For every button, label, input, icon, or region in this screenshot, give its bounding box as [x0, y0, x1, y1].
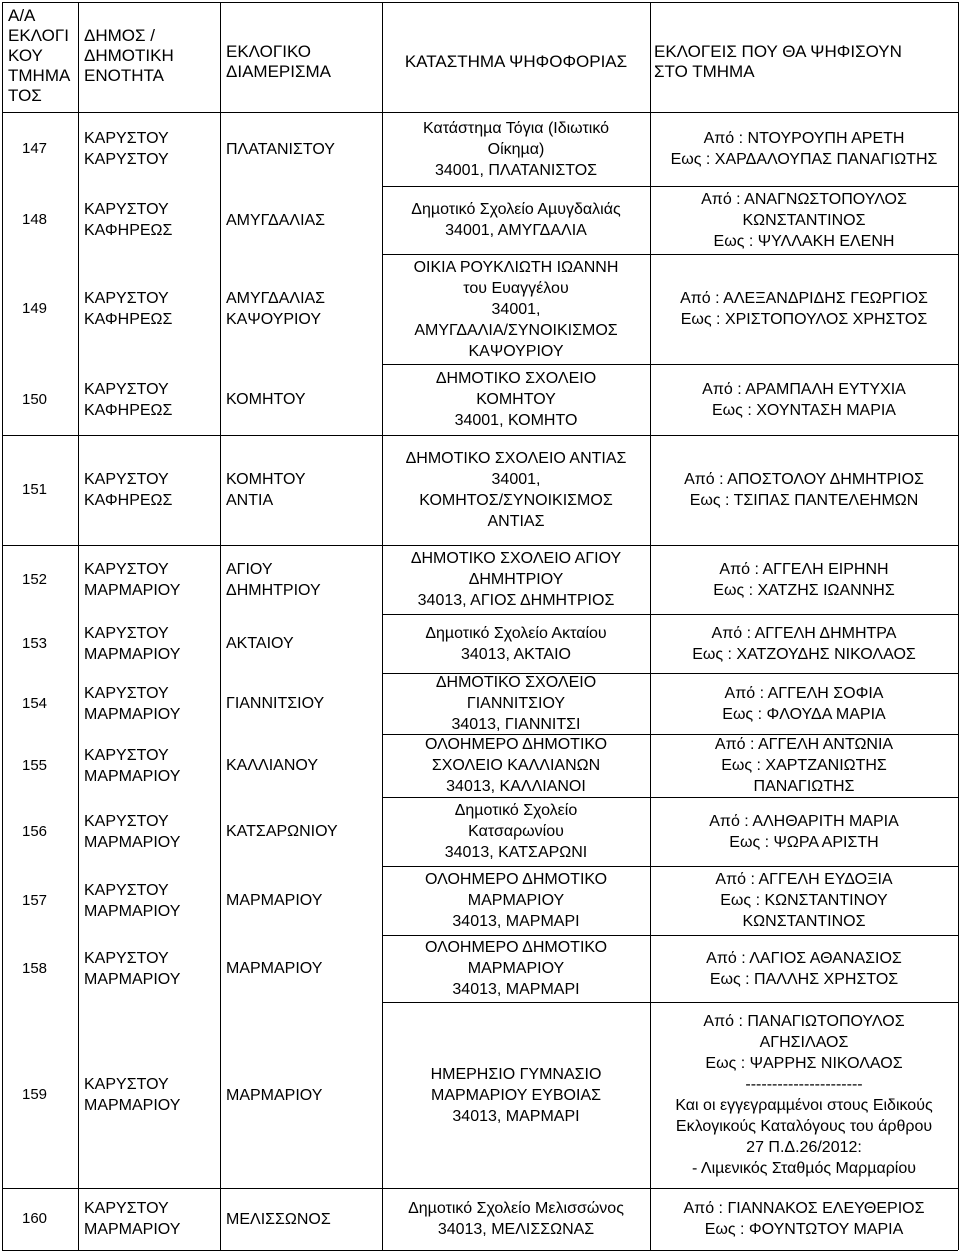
cell-line: ΚΟΜΗΤΟΥ: [226, 471, 306, 488]
grid-line: [2, 2, 958, 3]
row-number: 150: [22, 391, 48, 408]
cell-line: ΜΑΡΜΑΡΙΟΥ ΕΥΒΟΙΑΣ: [430, 1087, 601, 1104]
cell-text: [84, 128, 220, 170]
cell-line: ΑΝΤΙΑ: [226, 492, 274, 509]
cell-line: ΚΟΜΗΤΟΥ: [476, 391, 556, 408]
cell-line: 34013, ΓΙΑΝΝΙΤΣΙ: [451, 716, 581, 733]
cell-line: ΓΙΑΝΝΙΤΣΙΟΥ: [226, 695, 325, 712]
cell-text: [650, 288, 958, 330]
header-line: ΚΟΥ: [8, 46, 43, 65]
cell-line: ΟΛΟΗΜΕΡΟ ΔΗΜΟΤΙΚΟ: [424, 939, 608, 956]
cell-line: του Ευαγγέλου: [463, 280, 569, 297]
cell-text: [226, 389, 384, 410]
cell-line: ΠΑΝΑΓΙΩΤΗΣ: [753, 778, 855, 795]
cell-text: [84, 199, 220, 241]
cell-line: Από : ΑΓΓΕΛΗ ΑΝΤΩΝΙΑ: [714, 736, 894, 753]
cell-text: [382, 672, 650, 735]
cell-line: 34013, ΑΓΙΟΣ ΔΗΜΗΤΡΙΟΣ: [417, 592, 615, 609]
header-line: ΤΟΣ: [8, 86, 42, 105]
header-line: ΕΝΟΤΗΤΑ: [84, 66, 164, 85]
cell-line: Από : ΑΠΟΣΤΟΛΟΥ ΔΗΜΗΤΡΙΟΣ: [684, 471, 924, 488]
cell-line: ΜΑΡΜΑΡΙΟΥ: [84, 706, 181, 723]
cell-text: [84, 948, 220, 990]
header-line: ΤΜΗΜΑ: [8, 66, 71, 85]
cell-line: ΗΜΕΡΗΣΙΟ ΓΥΜΝΑΣΙΟ: [430, 1066, 602, 1083]
cell-line: Από : ΠΑΝΑΓΙΩΤΟΠΟΥΛΟΣ: [703, 1013, 905, 1030]
grid-line: [382, 935, 958, 936]
grid-line: [382, 186, 958, 187]
cell-text: [226, 469, 384, 511]
cell-line: 27 Π.Δ.26/2012:: [746, 1139, 862, 1156]
cell-line: ΚΑΡΥΣΤΟΥ: [84, 1076, 169, 1093]
cell-line: Κατσαρωνίου: [468, 823, 564, 840]
cell-line: ΜΑΡΜΑΡΙΟΥ: [226, 960, 323, 977]
cell-line: Εως : ΤΣΙΠΑΣ ΠΑΝΤΕΛΕΗΜΩΝ: [689, 492, 919, 509]
grid-line: [382, 1250, 958, 1251]
cell-line: Δηµοτικό Σχολείο Μελισσώνος: [408, 1200, 624, 1217]
cell-text: [84, 288, 220, 330]
cell-line: ΑΜΥΓΔΑΛΙΑ/ΣΥΝΟΙΚΙΣΜΟΣ: [414, 322, 618, 339]
grid-line: [382, 435, 958, 436]
cell-text: [650, 1011, 958, 1179]
row-number: 160: [22, 1210, 48, 1227]
cell-line: ΟΙΚΙΑ ΡΟΥΚΛΙΩΤΗ ΙΩΑΝΝΗ: [413, 259, 619, 276]
header-katastima: [384, 52, 648, 72]
cell-line: Από : ΑΓΓΕΛΗ ΣΟΦΙΑ: [724, 685, 884, 702]
cell-line: ΚΟΜΗΤΟΥ: [226, 391, 306, 408]
grid-line: [382, 614, 958, 615]
cell-text: [650, 869, 958, 932]
cell-line: ΟΛΟΗΜΕΡΟ ΔΗΜΟΤΙΚΟ: [424, 736, 608, 753]
row-number: 154: [22, 695, 48, 712]
grid-line: [382, 545, 958, 546]
cell-line: ΣΧΟΛΕΙΟ ΚΑΛΛΙΑΝΩΝ: [431, 757, 601, 774]
cell-text: [226, 693, 384, 714]
cell-text: [226, 755, 384, 776]
cell-line: ΜΑΡΜΑΡΙΟΥ: [84, 971, 181, 988]
row-number: 153: [22, 635, 48, 652]
header-line: ΕΚΛΟΓΙ: [8, 26, 69, 45]
cell-line: ΔΗΜΟΤΙΚΟ ΣΧΟΛΕΙΟ: [435, 674, 597, 691]
cell-text: [382, 118, 650, 181]
cell-line: Οίκηµα): [487, 141, 545, 158]
header-line: ΕΚΛΟΓΙΚΟ: [226, 42, 312, 61]
cell-line: ΚΑΤΣΑΡΩΝΙΟΥ: [226, 823, 338, 840]
cell-line: Από : ΝΤΟΥΡΟΥΠΗ ΑΡΕΤΗ: [703, 130, 905, 147]
cell-text: [226, 958, 384, 979]
cell-line: ΚΑΨΟΥΡΙΟΥ: [468, 343, 564, 360]
cell-line: ΚΑΦΗΡΕΩΣ: [84, 222, 173, 239]
cell-line: ΚΟΜΗΤΟΣ/ΣΥΝΟΙΚΙΣΜΟΣ: [419, 492, 613, 509]
header-line: ΔΗΜΟΤΙΚΗ: [84, 46, 174, 65]
cell-text: [382, 368, 650, 431]
cell-text: [650, 128, 958, 170]
cell-text: [84, 1198, 220, 1240]
row-number: 157: [22, 892, 48, 909]
cell-line: ΚΑΡΥΣΤΟΥ: [84, 1200, 169, 1217]
cell-line: ΠΛΑΤΑΝΙΣΤΟΥ: [226, 141, 335, 158]
cell-line: ΚΑΨΟΥΡΙΟΥ: [226, 311, 322, 328]
grid-line: [382, 254, 958, 255]
cell-line: ----------------------: [745, 1076, 863, 1093]
row-number: 149: [22, 300, 48, 317]
cell-text: [650, 683, 958, 725]
cell-text: [226, 633, 384, 654]
cell-text: [382, 1198, 650, 1240]
cell-text: [84, 1074, 220, 1116]
cell-text: [226, 210, 384, 231]
cell-text: [226, 1085, 384, 1106]
polling-stations-table: [2, 2, 958, 1250]
grid-line: [382, 112, 958, 113]
cell-line: Δηµοτικό Σχολείο: [454, 802, 578, 819]
grid-line: [382, 1188, 958, 1189]
grid-line: [220, 2, 221, 1250]
cell-text: [84, 745, 220, 787]
cell-line: Εως : ΨΩΡΑ ΑΡΙΣΤΗ: [729, 834, 879, 851]
cell-line: 34013, ΜΕΛΙΣΣΩΝΑΣ: [437, 1221, 595, 1238]
cell-line: Από : ΑΓΓΕΛΗ ΕΙΡΗΝΗ: [719, 561, 889, 578]
cell-text: [84, 811, 220, 853]
cell-text: [382, 937, 650, 1000]
grid-line: [78, 2, 79, 1250]
cell-line: Από : ΓΙΑΝΝΑΚΟΣ ΕΛΕΥΘΕΡΙΟΣ: [683, 1200, 925, 1217]
cell-text: [84, 559, 220, 601]
cell-line: Εως : ΧΑΡΔΑΛΟΥΠΑΣ ΠΑΝΑΓΙΩΤΗΣ: [670, 151, 938, 168]
cell-line: 34013, ΜΑΡΜΑΡΙ: [452, 913, 580, 930]
cell-line: ΚΑΦΗΡΕΩΣ: [84, 492, 173, 509]
cell-line: ΚΩΝΣΤΑΝΤΙΝΟΣ: [742, 913, 866, 930]
header-ekloges: [654, 42, 958, 82]
cell-line: ΑΝΤΙΑΣ: [487, 513, 545, 530]
cell-line: Δηµοτικό Σχολείο Αµυγδαλιάς: [411, 201, 621, 218]
cell-line: ΜΑΡΜΑΡΙΟΥ: [467, 960, 565, 977]
cell-text: [382, 623, 650, 665]
cell-text: [226, 821, 384, 842]
cell-line: ΚΑΡΥΣΤΟΥ: [84, 747, 169, 764]
cell-line: Από : ΑΝΑΓΝΩΣΤΟΠΟΥΛΟΣ: [701, 191, 907, 208]
cell-line: ΔΗΜΗΤΡΙΟΥ: [468, 571, 564, 588]
cell-line: ΚΑΛΛΙΑΝΟΥ: [226, 757, 318, 774]
cell-line: 34013, ΚΑΤΣΑΡΩΝΙ: [444, 844, 588, 861]
cell-line: ΜΑΡΜΑΡΙΟΥ: [84, 582, 181, 599]
cell-line: ΑΓΗΣΙΛΑΟΣ: [759, 1034, 849, 1051]
cell-line: ΚΩΝΣΤΑΝΤΙΝΟΣ: [742, 212, 866, 229]
cell-line: Από : ΑΓΓΕΛΗ ΔΗΜΗΤΡΑ: [711, 625, 897, 642]
cell-line: ΚΑΡΥΣΤΟΥ: [84, 130, 169, 147]
cell-line: ΚΑΡΥΣΤΟΥ: [84, 290, 169, 307]
cell-line: ΜΑΡΜΑΡΙΟΥ: [84, 768, 181, 785]
grid-line: [958, 2, 959, 1250]
header-tmima: [8, 6, 78, 106]
grid-line: [382, 1002, 958, 1003]
header-line: ΣΤΟ ΤΜΗΜΑ: [654, 62, 755, 81]
cell-line: 34013, ΑΚΤΑΙΟ: [461, 646, 571, 663]
cell-text: [226, 559, 384, 601]
cell-text: [382, 1064, 650, 1127]
cell-line: ΑΜΥΓΔΑΛΙΑΣ: [226, 290, 326, 307]
cell-line: 34013, ΜΑΡΜΑΡΙ: [452, 981, 580, 998]
grid-line: [382, 866, 958, 867]
cell-line: ΚΑΡΥΣΤΟΥ: [84, 950, 169, 967]
cell-line: ΔΗΜΟΤΙΚΟ ΣΧΟΛΕΙΟ ΑΓΙΟΥ: [410, 550, 622, 567]
cell-line: 34001, ΑΜΥΓΔΑΛΙΑ: [445, 222, 587, 239]
row-number: 148: [22, 211, 48, 228]
cell-text: [226, 890, 384, 911]
cell-line: ΜΑΡΜΑΡΙΟΥ: [84, 646, 181, 663]
header-line: ΚΑΤΑΣΤΗΜΑ ΨΗΦΟΦΟΡΙΑΣ: [404, 52, 628, 71]
cell-line: ΔΗΜΗΤΡΙΟΥ: [226, 582, 321, 599]
cell-line: Από : ΛΑΓΙΟΣ ΑΘΑΝΑΣΙΟΣ: [706, 950, 902, 967]
cell-line: Εως : ΠΑΛΛΗΣ ΧΡΗΣΤΟΣ: [709, 971, 899, 988]
cell-line: ΚΑΡΥΣΤΟΥ: [84, 882, 169, 899]
cell-line: Δηµοτικό Σχολείο Ακταίου: [425, 625, 607, 642]
cell-text: [650, 1198, 958, 1240]
cell-line: Εως : ΨΥΛΛΑΚΗ ΕΛΕΝΗ: [713, 233, 895, 250]
row-number: 152: [22, 571, 48, 588]
cell-line: ΚΑΡΥΣΤΟΥ: [84, 813, 169, 830]
cell-line: ΜΕΛΙΣΣΩΝΟΣ: [226, 1211, 331, 1228]
cell-line: ΚΑΦΗΡΕΩΣ: [84, 402, 173, 419]
cell-text: [382, 548, 650, 611]
cell-line: ΚΑΡΥΣΤΟΥ: [84, 625, 169, 642]
cell-line: ΚΑΡΥΣΤΟΥ: [84, 685, 169, 702]
header-line: ΔΗΜΟΣ /: [84, 26, 155, 45]
header-line: ΔΙΑΜΕΡΙΣΜΑ: [226, 62, 331, 81]
cell-line: 34013, ΚΑΛΛΙΑΝΟΙ: [446, 778, 586, 795]
cell-text: [650, 189, 958, 252]
cell-text: [84, 469, 220, 511]
cell-line: ΟΛΟΗΜΕΡΟ ΔΗΜΟΤΙΚΟ: [424, 871, 608, 888]
cell-text: [226, 1209, 384, 1230]
cell-text: [650, 379, 958, 421]
row-number: 155: [22, 757, 48, 774]
cell-text: [382, 199, 650, 241]
cell-line: ΜΑΡΜΑΡΙΟΥ: [226, 892, 323, 909]
cell-text: [226, 288, 384, 330]
row-number: 147: [22, 140, 48, 157]
cell-line: Από : ΑΛΗΘΑΡΙΤΗ ΜΑΡΙΑ: [709, 813, 899, 830]
cell-text: [650, 734, 958, 797]
cell-line: Εως : ΧΡΙΣΤΟΠΟΥΛΟΣ ΧΡΗΣΤΟΣ: [680, 311, 928, 328]
cell-text: [650, 559, 958, 601]
cell-line: Εως : ΧΑΡΤΖΑΝΙΩΤΗΣ: [721, 757, 887, 774]
cell-line: 34001,: [491, 471, 541, 488]
cell-line: - Λιµενικός Σταθµός Μαρµαρίου: [692, 1160, 916, 1177]
cell-line: Εως : ΦΛΟΥΔΑ ΜΑΡΙΑ: [722, 706, 886, 723]
cell-text: [84, 683, 220, 725]
cell-text: [84, 623, 220, 665]
grid-line: [2, 2, 3, 1250]
cell-line: ΚΑΡΥΣΤΟΥ: [84, 201, 169, 218]
cell-line: Εως : ΨΑΡΡΗΣ ΝΙΚΟΛΑΟΣ: [705, 1055, 903, 1072]
cell-line: 34001, ΚΟΜΗΤΟ: [454, 412, 578, 429]
cell-line: ΔΗΜΟΤΙΚΟ ΣΧΟΛΕΙΟ: [435, 370, 597, 387]
header-line: Α/Α: [8, 6, 36, 25]
cell-line: Εως : ΧΑΤΖΗΣ ΙΩΑΝΝΗΣ: [713, 582, 895, 599]
row-number: 156: [22, 823, 48, 840]
row-number: 158: [22, 960, 48, 977]
cell-line: Από : ΑΛΕΞΑΝΔΡΙΔΗΣ ΓΕΩΡΓΙΟΣ: [680, 290, 928, 307]
cell-line: ΚΑΡΥΣΤΟΥ: [84, 471, 169, 488]
cell-text: [650, 811, 958, 853]
cell-line: Από : ΑΓΓΕΛΗ ΕΥΔΟΞΙΑ: [715, 871, 893, 888]
cell-line: ΜΑΡΜΑΡΙΟΥ: [84, 834, 181, 851]
cell-line: ΜΑΡΜΑΡΙΟΥ: [84, 903, 181, 920]
cell-line: ΑΓΙΟΥ: [226, 561, 273, 578]
cell-text: [382, 800, 650, 863]
cell-line: Εως : ΧΑΤΖΟΥΔΗΣ ΝΙΚΟΛΑΟΣ: [692, 646, 916, 663]
cell-line: 34013, ΜΑΡΜΑΡΙ: [452, 1108, 580, 1125]
cell-line: Εως : ΧΟΥΝΤΑΣΗ ΜΑΡΙΑ: [712, 402, 896, 419]
cell-text: [382, 869, 650, 932]
header-diamerisma: [226, 42, 386, 82]
cell-line: ΜΑΡΜΑΡΙΟΥ: [226, 1087, 323, 1104]
cell-line: Εως : ΦΟΥΝΤΩΤΟΥ ΜΑΡΙΑ: [704, 1221, 904, 1238]
cell-line: ΜΑΡΜΑΡΙΟΥ: [467, 892, 565, 909]
cell-line: ΚΑΡΥΣΤΟΥ: [84, 381, 169, 398]
cell-line: ΚΑΡΥΣΤΟΥ: [84, 561, 169, 578]
cell-text: [382, 734, 650, 797]
cell-line: ΚΑΦΗΡΕΩΣ: [84, 311, 173, 328]
row-number: 159: [22, 1086, 48, 1103]
cell-line: ΔΗΜΟΤΙΚΟ ΣΧΟΛΕΙΟ ΑΝΤΙΑΣ: [405, 450, 627, 467]
cell-text: [650, 469, 958, 511]
cell-line: ΜΑΡΜΑΡΙΟΥ: [84, 1221, 181, 1238]
cell-text: [226, 139, 384, 160]
cell-line: 34001,: [491, 301, 541, 318]
cell-line: Από : ΑΡΑΜΠΑΛΗ ΕΥΤΥΧΙΑ: [702, 381, 906, 398]
cell-line: Εκλογικούς Καταλόγους του άρθρου: [675, 1118, 933, 1135]
grid-line: [382, 364, 958, 365]
header-line: ΕΚΛΟΓΕΙΣ ΠΟΥ ΘΑ ΨΗΦΙΣΟΥΝ: [654, 42, 902, 61]
cell-text: [382, 448, 650, 532]
row-number: 151: [22, 481, 48, 498]
cell-line: ΜΑΡΜΑΡΙΟΥ: [84, 1097, 181, 1114]
cell-line: ΑΜΥΓΔΑΛΙΑΣ: [226, 212, 326, 229]
cell-line: Εως : ΚΩΝΣΤΑΝΤΙΝΟΥ: [720, 892, 888, 909]
cell-line: ΚΑΡΥΣΤΟΥ: [84, 151, 169, 168]
cell-text: [84, 379, 220, 421]
cell-text: [84, 880, 220, 922]
cell-text: [382, 257, 650, 362]
cell-line: Και οι εγγεγραµµένοι στους Ειδικούς: [675, 1097, 933, 1114]
cell-line: ΓΙΑΝΝΙΤΣΙΟΥ: [466, 695, 566, 712]
cell-text: [650, 623, 958, 665]
cell-text: [650, 948, 958, 990]
cell-line: 34001, ΠΛΑΤΑΝΙΣΤΟΣ: [434, 162, 598, 179]
cell-line: Κατάστηµα Τόγια (Ιδιωτικό: [422, 120, 610, 137]
header-dimos: [84, 26, 214, 86]
grid-line: [382, 797, 958, 798]
cell-line: ΑΚΤΑΙΟΥ: [226, 635, 294, 652]
